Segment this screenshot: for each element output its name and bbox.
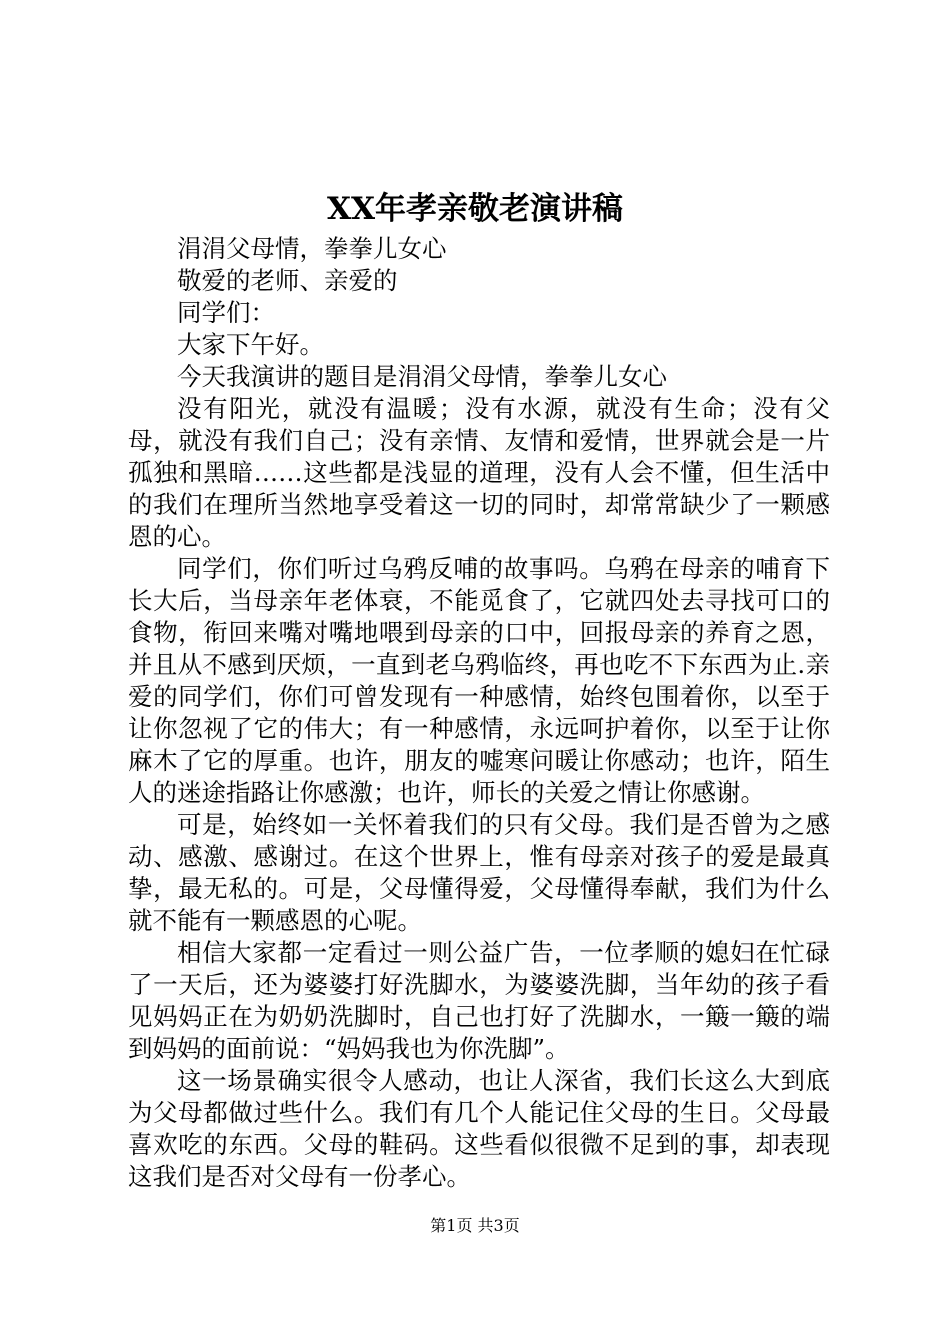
paragraph: 没有阳光，就没有温暖；没有水源，就没有生命；没有父母，就没有我们自己；没有亲情、友情和爱情，世界就会是一片孤独和黑暗……这些都是浅显的道理，没有人会不懂，但生活中的我们在理所当然地享受着这一切的同时，却常常缺少了一颗感恩的心。 <box>128 394 830 551</box>
paragraph: 这一场景确实很令人感动，也让人深省，我们长这么大到底为父母都做过些什么。我们有几个人能记住父母的生日。父母最喜欢吃的东西。父母的鞋码。这些看似很微不足到的事，却表现这我们是否对父母有一份孝心。 <box>128 1066 830 1191</box>
paragraph: 涓涓父母情，拳拳儿女心 <box>177 234 447 263</box>
paragraph: 可是，始终如一关怀着我们的只有父母。我们是否曾为之感动、感激、感谢过。在这个世界上，惟有母亲对孩子的爱是最真挚，最无私的。可是，父母懂得爱，父母懂得奉献，我们为什么就不能有一颗感恩的心呢。 <box>128 810 830 935</box>
paragraph: 同学们，你们听过乌鸦反哺的故事吗。乌鸦在母亲的哺育下长大后，当母亲年老体衰，不能觅食了，它就四处去寻找可口的食物，衔回来嘴对嘴地喂到母亲的口中，回报母亲的养育之恩，并且从不感到厌烦，一直到老乌鸦临终，再也吃不下东西为止.亲爱的同学们，你们可曾发现有一种感情，始终包围着你，以至于让你忽视了它的伟大；有一种感情，永远呵护着你，以至于让你麻木了它的厚重。也许，朋友的嘘寒问暖让你感动；也许，陌生人的迷途指路让你感激；也许，师长的关爱之情让你感谢。 <box>128 554 830 807</box>
paragraph: 大家下午好。 <box>177 330 324 359</box>
paragraph: 相信大家都一定看过一则公益广告，一位孝顺的媳妇在忙碌了一天后，还为婆婆打好洗脚水，为婆婆洗脚，当年幼的孩子看见妈妈正在为奶奶洗脚时，自己也打好了洗脚水，一簸一簸的端到妈妈的面前说：“妈妈我也为你洗脚”。 <box>128 938 830 1063</box>
paragraph: 同学们： <box>177 298 275 327</box>
page-number-footer: 第1页 共3页 <box>430 1216 520 1235</box>
document-body <box>128 233 830 1193</box>
document-title: XX年孝亲敬老演讲稿 <box>326 191 624 227</box>
paragraph: 敬爱的老师、亲爱的 <box>177 266 398 295</box>
paragraph: 今天我演讲的题目是涓涓父母情，拳拳儿女心 <box>177 362 667 391</box>
